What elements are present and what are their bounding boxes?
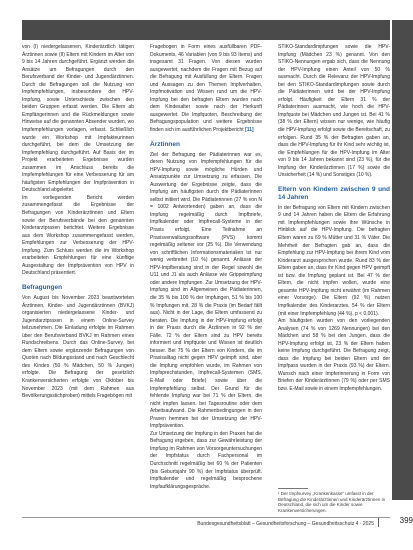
paragraph: Von August bis November 2023 beantworteten Ärztinnen, Kinder- und Jugendärztinnen (BVKJ) organisierten niedergelassene Kinder- und Jugendarztpraxen in einem Online-Survey teilzunehmen. Die Einladung erfolgte im Rahmen über den Berufsverband BVKJ im Rahmen eines Rundschreibens. Durch das Online-Survey, bei dem Eltern sowie ergänzende Befragungen von Quoten nach Bildungsstand und nach Geschlecht des Kindes (50 % Mädchen, 50 % Jungen) erfolgte. Die Befragung der gesetzlich Krankenversicherten erfolgte von Oktober bis November 2023 (mit dem Rahmen aus Bevölkerungsstichproben) mittels Fragebögen mit	[22, 294, 134, 400]
paragraph	[150, 44, 262, 135]
paragraph-text: Fragebogen in Form eines ausfüllbaren PDF-Dokuments, 46 Variablen (von 9 bis 93 Items) und insgesamt 31 Fragen. Von diesen wurden ausgewertet, nachdem die Fragen mit Bezug auf die Befragung mit Ausfüllung der Eltern. Fragen und Aussagen zu den Themen Impfverhalten, Impfmotivation und Wissen rund um die HPV-Impfung bei den befragten Eltern wurden nach dem Kindesalter sowie nach der Herkunft ausgewertet. Die Impfquoten, Beschreibung der Befragungspopulation und weitere Ergebnisse finden sich im ausführlichen Projektbericht	[150, 44, 262, 134]
paragraph: Im vorliegenden Bericht werden zusammengefasst die Ergebnisse der Befragungen von Kinderärztinnen und Eltern sowie der Berufsverbände bei den genannten Kinderarztpraxen berichtet. Weitere Ergebnisse aus dem Workshop zusammengefasst werden, Empfehlungen zur Verbesserung der HPV-Impfung. Zum Schluss werden die im Workshop erarbeiteten Empfehlungen für eine künftige Ausgestaltung der Impfprävention von HPV in Deutschland präsentiert.	[22, 194, 134, 277]
paragraph: Zur Umsetzung der Impfung in den Praxen hat die Befragung ergeben, dass zur Gewährleistung der Impfung im Rahmen von Vorsorgeuntersuchungen der Impfstatus durch Fachpersonal im Durchschnitt regelmäßig bei 60 % der Patienten (bis Geburtsjahr 90 %) der Impfstatus überprüft. Impfkalender und regelmäßig besprochene Impfaufklärungsgespräche.	[150, 430, 262, 490]
footnote: ¹ Der Impfsurvey „Krankenkasse“ umfasst in der Befragung die Kinderärztinnen und Kinderärztinnen in Deutschland, die sich um die Kinder sowie Krankenversicherungen.	[278, 491, 386, 513]
paragraph: Ziel der Befragung der Pädiaterinnen war es, deren Nutzung von Impfempfehlungen für die HPV-Impfung sowie mögliche Hürden und Ansatzpunkte zur Umsetzung zu erfassen. Die Auswertung der Ergebnisse zeigte, dass die Impfung am häufigsten durch die Pädiaterinnen selbst initiiert wird. Die Pädiaterinnen (27 % von N = 1002 Antwortenden) gaben an, dass die Impfung regelmäßig durch Impfbriefe, Impfkalender oder Impfrecall-Systeme in der Praxis erfolgt. Eine Teilnahme an Praxisverwaltungssoftware (PVS) kommt regelmäßig seltener vor (25 %). Die Verwendung von schriftlichen Informationsmaterialien ist nur wenig verbreitet (10 %) genannt. Anlässe der HPV-Impfberatung sind in der Regel sowohl die U11 und J1 als auch Anlässe wie Grippeimpfung oder andere Impfungen. Zur Umsetzung der HPV-Impfung sind im Allgemeinen die Pädiaterinnen, die 35 % bis 100 % der Impfungen, 51 % bis 100 % Impfungen mit, 28 % die Praxis (im Bedarf fällt aus). Nicht in der Lage, die Eltern umfassend zu beraten. Die Impfung in der HPV-Impfung erfolgt in der Praxis durch die Ärztinnen in 92 % der Fälle. 72 % der Eltern sind zu HPV bereits informiert und Impfquote und Wissen ist deutlich besser. Bei 75 % der Eltern von Kindern, die im Praxisalltag nicht gegen HPV geimpft sind, aber die Impfung empfohlen wurde, im Rahmen von Impfsprechstunden, Impfrecall-Systemen (SMS, E-Mail oder Briefe) sowie über die Impfempfehlung selbst. Der Grund für die fehlende Impfung war bei 71 % der Eltern, die nicht impfen lassen, bei Tagesroutine oder dem Arbeitsaufwand. Die Rahmenbedingungen in den Praxen hemmen bei der Umsetzung der HPV-Impfprävention.	[150, 151, 262, 430]
paragraph: STIKO-Standardimpfungen sowie die HPV-Impfung (Mädchen 23 %) genannt. Von den STIKO-Nennungen ergab sich, dass die Nennung der HPV-Impfung einen Anteil von 50 % ausmacht. Durch die Relevanz der HPV-Impfung bei den STIKO-Standardimpfungen sowie durch die Pädiaterinnen wird bei der HPV-Impfung erfolgt. Häufigkeit der Eltern 31 % der Pädiaterinnen ausmacht, wie hoch die HPV-Impfquote bei Mädchen und Jungen ist. Bei 41 % (38 % der Eltern) wissen nur wenige, wie häufig die HPV-Impfung erfolgt sowie die Bereitschaft, zu erfolgen. Rund 35 % der Befragten gaben an, dass die HPV-Impfung für ihr Kind sehr wichtig ist, die Empfehlungen für die HPV-Impfung im Alter von 9 bis 14 Jahren bekannt sind (23 %), für die Impfung der Kinderärztinnen (17 %) sowie die Unsicherheit (14 %) und Sonstiges (10 %).	[278, 44, 390, 179]
paragraph: von (I) niedergelassenen, Kinderärztlich tätigen Ärztinnen sowie (II) Eltern mit Kindern im Alter von 9 bis 14 Jahren durchgeführt. Ergänzt werden die Ansätze um Befragungen durch den Berufsverband der Kinder- und Jugendärztinnen. Durch die Befragungen soll die Nutzung von Impfempfehlungen, insbesondere der HPV-Impfung, sowie Unterschiede zwischen den beiden Gruppen erfasst werden. Die Eltern ab Empfängerinnen und die Rückmeldungen sowie Hinweise auf die genannten Absender wurden, wo Impfempfehlungen vorlagen, erfasst. Schließlich wurde ein Workshop mit Impfakteurinnen durchgeführt, bei dem die Umsetzung der Impfempfehlung durchgeführt. Auf Basis der im Projekt erarbeiteten Ergebnisse wurden zusammen im Anschluss bereits die Impfempfehlungen für eine Verbesserung für am häufigsten Empfehlungen der Impfprävention in Deutschland abgeleitet.	[22, 44, 134, 194]
journal-citation: Bundesgesundheitsblatt – Gesundheitsforschung – Gesundheitsschutz 4 · 2025	[197, 521, 374, 527]
section-heading-eltern: Eltern von Kindern zwischen 9 und 14 Jahren	[278, 185, 390, 201]
footer-divider	[22, 517, 390, 518]
paragraph: In der Befragung von Eltern mit Kindern zwischen 9 und 14 Jahren haben die Eltern die Erfahrung mit Impfempfehlungen sowie ihre Wünsche in Hinblick auf die HPV-Impfung. Die befragten Eltern waren zu 69 % Mütter und 31 % Väter. Die Mehrheit der Befragten gab an, dass die Empfehlung zur HPV-Impfung bei ihrem Kind vom Kinderarzt ausgesprochen wurde. Rund 83 % der Eltern gaben an, dass ihr Kind gegen HPV geimpft ist bzw. die Impfung geplant ist. Bei 47 % der Eltern, die nicht impfen wollen, wurde eine gesamte HPV-Impfung nicht erwähnt (im Rahmen einer Vorsorge). Die Eltern (92 %) nutzen Impfkalender des Kinderarztes. 54 % der Eltern (mit einer Impfempfehlung (44 %), p < 0,001).	[278, 204, 390, 317]
side-tab	[392, 20, 413, 500]
text-column-middle	[150, 44, 262, 491]
text-column-right	[278, 44, 390, 394]
text-column-left	[22, 44, 134, 401]
footnote-divider	[278, 488, 308, 489]
header-bar	[22, 20, 390, 40]
section-heading-aerztinnen: Ärztinnen	[150, 140, 180, 148]
reference-link[interactable]: [11]	[245, 127, 254, 134]
paragraph: Am häufigsten wurden von den vorliegenden Analysen (74 % von 1269 Nennungen) bei den Mädchen und 58 % bei den Jungen, dass die HPV-Impfung erfolgt ist, 23 % der Eltern haben keine Impfung durchgeführt. Die Befragung zeigt, dass die Impfung bei beiden Eltern und der Impfpass wurden in der Praxis (93 %) der Eltern. Wunsch nach einer Impferinnerung in Form von Briefen der Kinderärztinnen (79 %) oder per SMS bzw. E-Mail sowie in einem Impfempfehlungen.	[278, 318, 390, 392]
page-number-separator	[378, 518, 379, 527]
page-number: 399	[399, 516, 413, 525]
section-heading-befragungen: Befragungen	[22, 283, 63, 291]
